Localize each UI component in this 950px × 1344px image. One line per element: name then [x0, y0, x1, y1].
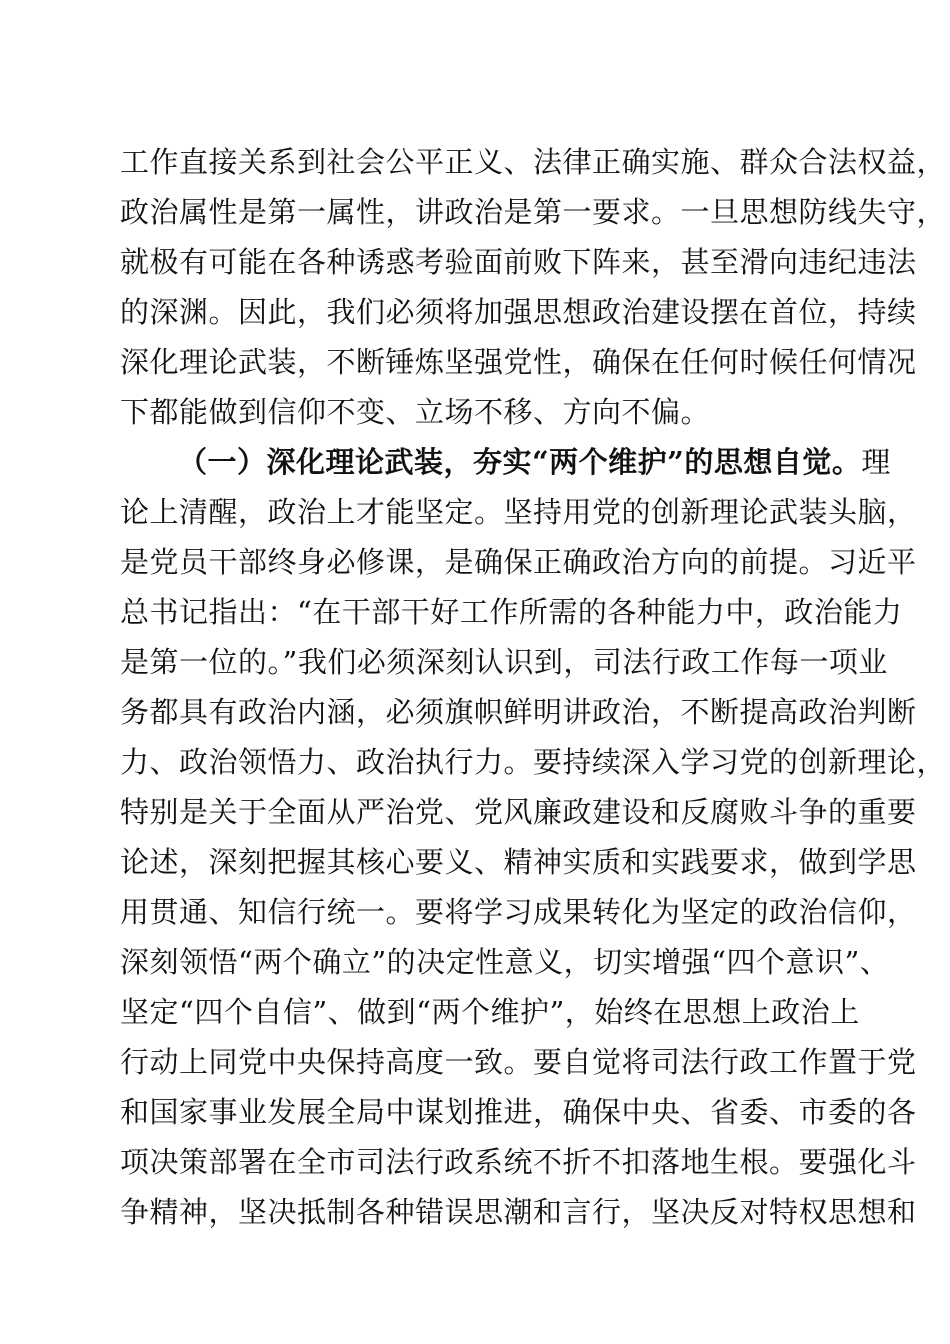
- section-heading: （一）深化理论武装，夯实“两个维护”的思想自觉。: [178, 445, 862, 479]
- body-text-line: 是党员干部终身必修课，是确保正确政治方向的前提。习近平: [120, 545, 917, 579]
- body-text-line: 行动上同党中央保持高度一致。要自觉将司法行政工作置于党: [120, 1045, 917, 1079]
- heading-line-tail: 理: [861, 445, 891, 479]
- body-text-line: 就极有可能在各种诱惑考验面前败下阵来，甚至滑向违纪违法: [120, 245, 917, 279]
- body-text-line: 论上清醒，政治上才能坚定。坚持用党的创新理论武装头脑，: [120, 495, 917, 529]
- body-text-line: 务都具有政治内涵，必须旗帜鲜明讲政治，不断提高政治判断: [120, 695, 917, 729]
- body-text-line: 深化理论武装，不断锤炼坚强党性，确保在任何时候任何情况: [120, 345, 917, 379]
- section-heading-line: [178, 437, 891, 487]
- body-text-line: 力、政治领悟力、政治执行力。要持续深入学习党的创新理论，: [120, 745, 947, 779]
- body-text-line: 项决策部署在全市司法行政系统不折不扣落地生根。要强化斗: [120, 1145, 917, 1179]
- body-text-line: 政治属性是第一属性，讲政治是第一要求。一旦思想防线失守，: [120, 195, 947, 229]
- body-text-line: 坚定“四个自信”、做到“两个维护”，始终在思想上政治上: [120, 995, 860, 1029]
- body-text-line: 是第一位的。”我们必须深刻认识到，司法行政工作每一项业: [120, 645, 888, 679]
- body-text-line: 争精神，坚决抵制各种错误思潮和言行，坚决反对特权思想和: [120, 1195, 917, 1229]
- body-text-line: 的深渊。因此，我们必须将加强思想政治建设摆在首位，持续: [120, 295, 917, 329]
- body-text-line: 深刻领悟“两个确立”的决定性意义，切实增强“四个意识”、: [120, 945, 890, 979]
- body-text-line: 用贯通、知信行统一。要将学习成果转化为坚定的政治信仰，: [120, 895, 917, 929]
- body-text-line: 总书记指出：“在干部干好工作所需的各种能力中，政治能力: [120, 595, 903, 629]
- body-text-line: 论述，深刻把握其核心要义、精神实质和实践要求，做到学思: [120, 845, 917, 879]
- body-text-line: 和国家事业发展全局中谋划推进，确保中央、省委、市委的各: [120, 1095, 917, 1129]
- body-text-line: 下都能做到信仰不变、立场不移、方向不偏。: [120, 395, 711, 429]
- body-text-line: 特别是关于全面从严治党、党风廉政建设和反腐败斗争的重要: [120, 795, 917, 829]
- body-text-line: 工作直接关系到社会公平正义、法律正确实施、群众合法权益，: [120, 145, 947, 179]
